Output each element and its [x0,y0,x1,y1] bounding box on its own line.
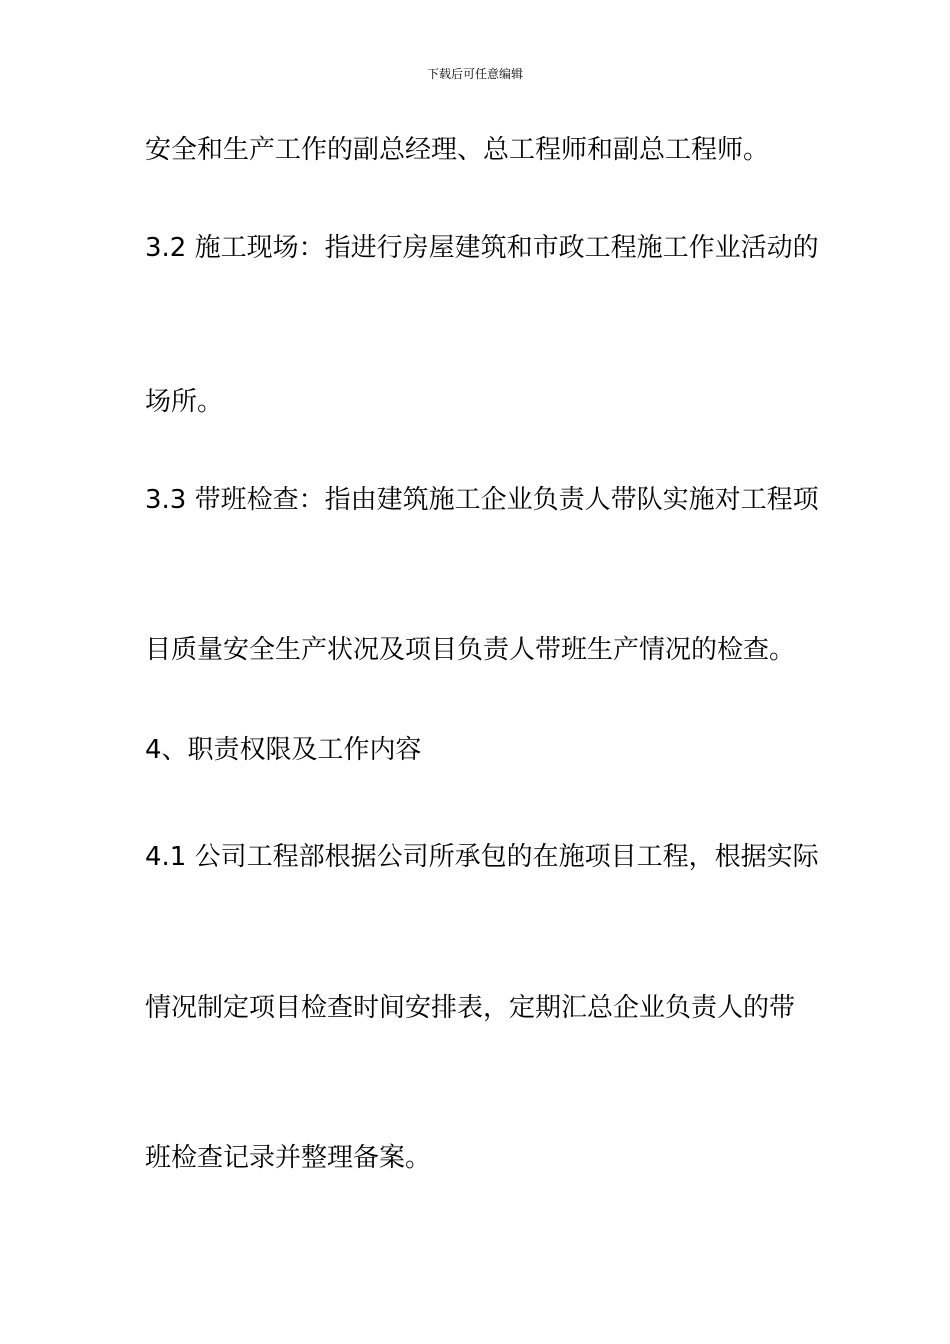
body-line: 场所。 [145,387,224,417]
body-line: 安全和生产工作的副总经理、总工程师和副总工程师。 [145,135,770,165]
body-line: 3.3 带班检查：指由建筑施工企业负责人带队实施对工程项 [145,485,819,515]
body-line: 班检查记录并整理备案。 [145,1143,432,1173]
body-line: 4.1 公司工程部根据公司所承包的在施项目工程，根据实际 [145,842,819,872]
body-line: 情况制定项目检查时间安排表，定期汇总企业负责人的带 [145,993,796,1023]
body-line: 目质量安全生产状况及项目负责人带班生产情况的检查。 [145,635,796,665]
section-heading: 4、职责权限及工作内容 [145,735,422,765]
body-line: 3.2 施工现场：指进行房屋建筑和市政工程施工作业活动的 [145,233,819,263]
page-header: 下载后可任意编辑 [426,67,523,81]
